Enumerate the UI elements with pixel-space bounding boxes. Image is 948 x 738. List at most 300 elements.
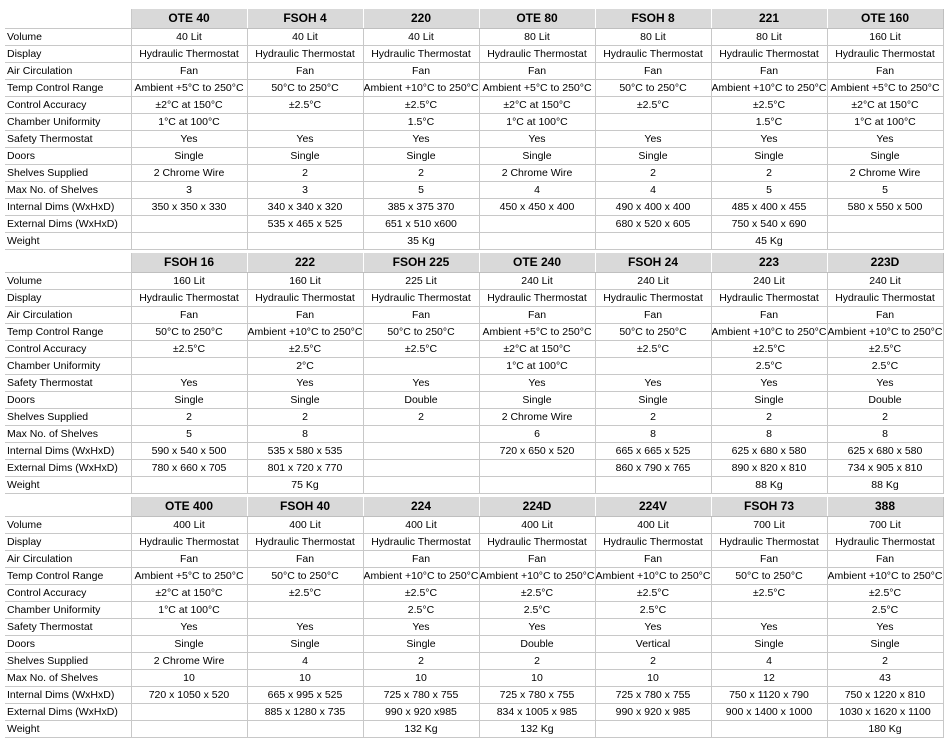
row-label: Control Accuracy (5, 585, 131, 602)
spec-cell (131, 704, 247, 721)
spec-cell: ±2°C at 150°C (131, 97, 247, 114)
spec-cell: Hydraulic Thermostat (711, 46, 827, 63)
spec-cell: 35 Kg (363, 233, 479, 250)
model-header-row (5, 497, 943, 517)
spec-row (5, 29, 943, 46)
spec-row (5, 517, 943, 534)
spec-table-3 (5, 497, 944, 738)
spec-cell: 8 (595, 426, 711, 443)
spec-cell: Hydraulic Thermostat (131, 46, 247, 63)
spec-cell: 2 (595, 653, 711, 670)
spec-cell: 385 x 375 370 (363, 199, 479, 216)
row-label: Control Accuracy (5, 341, 131, 358)
spec-table (5, 497, 944, 738)
row-label: Max No. of Shelves (5, 426, 131, 443)
spec-cell: 535 x 465 x 525 (247, 216, 363, 233)
model-name: OTE 80 (479, 9, 595, 29)
spec-cell: ±2.5°C (247, 341, 363, 358)
spec-cell: 680 x 520 x 605 (595, 216, 711, 233)
spec-cell: Fan (827, 307, 943, 324)
spec-cell: 50°C to 250°C (363, 324, 479, 341)
spec-cell: Hydraulic Thermostat (479, 534, 595, 551)
spec-cell: 5 (363, 182, 479, 199)
spec-cell (247, 233, 363, 250)
spec-row (5, 687, 943, 704)
spec-cell: Ambient +5°C to 250°C (131, 568, 247, 585)
spec-cell: Ambient +10°C to 250°C (711, 80, 827, 97)
spec-row (5, 324, 943, 341)
spec-cell: 725 x 780 x 755 (595, 687, 711, 704)
row-label: Doors (5, 148, 131, 165)
spec-cell (479, 460, 595, 477)
model-name: 224D (479, 497, 595, 517)
spec-cell: Fan (827, 551, 943, 568)
spec-cell: 990 x 920 x985 (363, 704, 479, 721)
spec-cell: Ambient +10°C to 250°C (711, 324, 827, 341)
spec-cell: Fan (711, 307, 827, 324)
spec-cell: Vertical (595, 636, 711, 653)
spec-cell: 225 Lit (363, 273, 479, 290)
spec-cell: Single (711, 392, 827, 409)
spec-cell: Yes (363, 619, 479, 636)
spec-cell: Fan (247, 551, 363, 568)
spec-cell: ±2.5°C (711, 97, 827, 114)
spec-cell: Single (595, 148, 711, 165)
spec-cell: Fan (363, 551, 479, 568)
model-name: OTE 40 (131, 9, 247, 29)
row-label: Air Circulation (5, 63, 131, 80)
spec-cell: 990 x 920 x 985 (595, 704, 711, 721)
spec-cell: ±2°C at 150°C (479, 97, 595, 114)
spec-cell: Hydraulic Thermostat (479, 290, 595, 307)
spec-cell: Fan (479, 551, 595, 568)
spec-cell: 180 Kg (827, 721, 943, 738)
spec-cell: 2 (595, 165, 711, 182)
spec-cell: Single (711, 636, 827, 653)
spec-cell: Fan (711, 551, 827, 568)
spec-cell: ±2.5°C (711, 585, 827, 602)
spec-cell: Hydraulic Thermostat (827, 46, 943, 63)
row-label: Temp Control Range (5, 568, 131, 585)
spec-cell: Fan (131, 307, 247, 324)
spec-cell: Fan (363, 63, 479, 80)
model-name: FSOH 40 (247, 497, 363, 517)
row-label: Volume (5, 29, 131, 46)
spec-cell: Yes (363, 131, 479, 148)
spec-cell: 720 x 1050 x 520 (131, 687, 247, 704)
model-name: FSOH 8 (595, 9, 711, 29)
row-label: Safety Thermostat (5, 131, 131, 148)
spec-cell: 400 Lit (595, 517, 711, 534)
spec-cell: Fan (827, 63, 943, 80)
spec-cell: Single (247, 148, 363, 165)
spec-cell: Yes (479, 375, 595, 392)
spec-cell: 2 (595, 409, 711, 426)
spec-cell: Hydraulic Thermostat (595, 290, 711, 307)
spec-cell: 400 Lit (247, 517, 363, 534)
spec-cell: 40 Lit (247, 29, 363, 46)
spec-cell: 2.5°C (363, 602, 479, 619)
model-name: FSOH 16 (131, 253, 247, 273)
spec-row (5, 653, 943, 670)
spec-cell: 240 Lit (711, 273, 827, 290)
spec-cell: 1030 x 1620 x 1100 (827, 704, 943, 721)
row-label: Control Accuracy (5, 97, 131, 114)
model-name: 224V (595, 497, 711, 517)
spec-row (5, 216, 943, 233)
row-label: Doors (5, 636, 131, 653)
spec-cell: Hydraulic Thermostat (827, 534, 943, 551)
spec-cell (595, 721, 711, 738)
spec-cell: Yes (595, 131, 711, 148)
spec-cell (131, 233, 247, 250)
spec-row (5, 375, 943, 392)
spec-cell: 400 Lit (131, 517, 247, 534)
spec-cell: 88 Kg (711, 477, 827, 494)
row-label: Max No. of Shelves (5, 670, 131, 687)
spec-cell: Fan (131, 63, 247, 80)
spec-cell: Ambient +5°C to 250°C (479, 80, 595, 97)
spec-cell: 75 Kg (247, 477, 363, 494)
spec-cell: 700 Lit (827, 517, 943, 534)
spec-cell: Yes (247, 619, 363, 636)
spec-cell: 2°C (247, 358, 363, 375)
spec-cell: 2 (711, 165, 827, 182)
spec-cell: Fan (711, 63, 827, 80)
spec-cell: ±2.5°C (595, 341, 711, 358)
spec-row (5, 182, 943, 199)
spec-cell: Yes (595, 375, 711, 392)
spec-cell: 720 x 650 x 520 (479, 443, 595, 460)
spec-table (5, 253, 944, 494)
header-corner (5, 253, 131, 273)
spec-cell: Yes (131, 131, 247, 148)
row-label: Air Circulation (5, 307, 131, 324)
spec-row (5, 460, 943, 477)
spec-cell: 665 x 665 x 525 (595, 443, 711, 460)
model-name: OTE 160 (827, 9, 943, 29)
spec-cell: 3 (131, 182, 247, 199)
spec-cell (247, 602, 363, 619)
spec-cell: 240 Lit (479, 273, 595, 290)
spec-cell: 240 Lit (595, 273, 711, 290)
spec-cell: Ambient +10°C to 250°C (827, 568, 943, 585)
spec-cell (247, 114, 363, 131)
spec-cell: 400 Lit (479, 517, 595, 534)
spec-cell: 2 (479, 653, 595, 670)
spec-cell: 2.5°C (827, 358, 943, 375)
spec-cell: Ambient +5°C to 250°C (131, 80, 247, 97)
spec-cell: 1.5°C (363, 114, 479, 131)
spec-cell (479, 216, 595, 233)
row-label: Temp Control Range (5, 324, 131, 341)
spec-cell (711, 602, 827, 619)
spec-cell: 8 (711, 426, 827, 443)
spec-cell: Single (595, 392, 711, 409)
spec-cell: 1°C at 100°C (131, 114, 247, 131)
spec-cell: Hydraulic Thermostat (711, 290, 827, 307)
spec-cell: Yes (711, 131, 827, 148)
spec-cell: Ambient +10°C to 250°C (479, 568, 595, 585)
spec-row (5, 290, 943, 307)
spec-cell: Hydraulic Thermostat (363, 46, 479, 63)
spec-cell: 750 x 1120 x 790 (711, 687, 827, 704)
spec-cell: Ambient +10°C to 250°C (363, 80, 479, 97)
row-label: Doors (5, 392, 131, 409)
spec-cell: 2.5°C (595, 602, 711, 619)
spec-row (5, 619, 943, 636)
spec-cell: ±2°C at 150°C (131, 585, 247, 602)
row-label: Display (5, 534, 131, 551)
spec-cell: Yes (247, 131, 363, 148)
spec-cell: 700 Lit (711, 517, 827, 534)
row-label: Volume (5, 517, 131, 534)
spec-cell: 40 Lit (131, 29, 247, 46)
row-label: Internal Dims (WxHxD) (5, 687, 131, 704)
spec-cell: Fan (131, 551, 247, 568)
spec-cell: 88 Kg (827, 477, 943, 494)
spec-cell: 160 Lit (827, 29, 943, 46)
row-label: Chamber Uniformity (5, 358, 131, 375)
spec-cell: ±2.5°C (131, 341, 247, 358)
row-label: Max No. of Shelves (5, 182, 131, 199)
spec-cell: 750 x 1220 x 810 (827, 687, 943, 704)
spec-cell: Fan (479, 307, 595, 324)
model-name: FSOH 24 (595, 253, 711, 273)
row-label: Safety Thermostat (5, 619, 131, 636)
spec-cell: Ambient +5°C to 250°C (479, 324, 595, 341)
row-label: Chamber Uniformity (5, 114, 131, 131)
spec-cell: Yes (711, 375, 827, 392)
spec-cell (247, 721, 363, 738)
row-label: Shelves Supplied (5, 409, 131, 426)
spec-row (5, 534, 943, 551)
spec-row (5, 704, 943, 721)
spec-cell: Single (363, 148, 479, 165)
spec-cell: Double (827, 392, 943, 409)
spec-cell: Ambient +10°C to 250°C (247, 324, 363, 341)
spec-cell: 1°C at 100°C (479, 114, 595, 131)
spec-cell: Hydraulic Thermostat (363, 534, 479, 551)
spec-cell: 160 Lit (131, 273, 247, 290)
spec-cell: 890 x 820 x 810 (711, 460, 827, 477)
spec-cell: 490 x 400 x 400 (595, 199, 711, 216)
spec-cell: Fan (363, 307, 479, 324)
spec-cell: 2 (827, 653, 943, 670)
model-name: 388 (827, 497, 943, 517)
spec-cell: 1°C at 100°C (827, 114, 943, 131)
spec-cell (595, 233, 711, 250)
model-name: 220 (363, 9, 479, 29)
spec-cell: Hydraulic Thermostat (247, 46, 363, 63)
spec-cell: 4 (595, 182, 711, 199)
model-name: FSOH 73 (711, 497, 827, 517)
row-label: Shelves Supplied (5, 653, 131, 670)
spec-cell: Ambient +10°C to 250°C (363, 568, 479, 585)
spec-cell: Hydraulic Thermostat (711, 534, 827, 551)
spec-cell: 2 (363, 165, 479, 182)
spec-cell: Hydraulic Thermostat (247, 534, 363, 551)
spec-cell: 10 (479, 670, 595, 687)
spec-cell: Hydraulic Thermostat (595, 534, 711, 551)
spec-row (5, 477, 943, 494)
spec-row (5, 46, 943, 63)
spec-row (5, 148, 943, 165)
spec-cell (827, 233, 943, 250)
spec-cell: ±2.5°C (827, 341, 943, 358)
spec-cell: Fan (595, 551, 711, 568)
spec-cell: 50°C to 250°C (131, 324, 247, 341)
row-label: Display (5, 46, 131, 63)
spec-cell (131, 721, 247, 738)
row-label: Weight (5, 233, 131, 250)
spec-cell: 80 Lit (479, 29, 595, 46)
spec-cell: ±2.5°C (247, 585, 363, 602)
spec-cell: ±2.5°C (247, 97, 363, 114)
spec-cell (131, 216, 247, 233)
spec-cell: Yes (363, 375, 479, 392)
spec-cell: Fan (479, 63, 595, 80)
spec-row (5, 568, 943, 585)
spec-cell: 12 (711, 670, 827, 687)
spec-cell: 5 (711, 182, 827, 199)
model-header-row (5, 253, 943, 273)
spec-row (5, 63, 943, 80)
header-corner (5, 497, 131, 517)
spec-cell: Yes (247, 375, 363, 392)
spec-row (5, 341, 943, 358)
spec-row (5, 670, 943, 687)
spec-cell: ±2°C at 150°C (479, 341, 595, 358)
spec-row (5, 602, 943, 619)
model-name: 223D (827, 253, 943, 273)
spec-cell (363, 426, 479, 443)
spec-cell: Fan (247, 307, 363, 324)
spec-cell (479, 477, 595, 494)
row-label: Chamber Uniformity (5, 602, 131, 619)
spec-cell: Hydraulic Thermostat (131, 534, 247, 551)
spec-cell: 2 Chrome Wire (827, 165, 943, 182)
spec-cell: 5 (131, 426, 247, 443)
spec-cell: Single (247, 636, 363, 653)
spec-cell: 40 Lit (363, 29, 479, 46)
spec-cell: 132 Kg (479, 721, 595, 738)
spec-cell: Fan (595, 63, 711, 80)
spec-cell: 885 x 1280 x 735 (247, 704, 363, 721)
spec-cell: 580 x 550 x 500 (827, 199, 943, 216)
spec-row (5, 199, 943, 216)
spec-cell: Single (247, 392, 363, 409)
model-name: 224 (363, 497, 479, 517)
row-label: Safety Thermostat (5, 375, 131, 392)
spec-cell: 80 Lit (595, 29, 711, 46)
row-label: External Dims (WxHxD) (5, 460, 131, 477)
spec-row (5, 409, 943, 426)
spec-cell (131, 477, 247, 494)
spec-cell: 4 (479, 182, 595, 199)
spec-row (5, 721, 943, 738)
spec-row (5, 165, 943, 182)
spec-cell: 6 (479, 426, 595, 443)
spec-cell: 8 (247, 426, 363, 443)
spec-cell: 1.5°C (711, 114, 827, 131)
spec-cell (363, 460, 479, 477)
spec-cell: Hydraulic Thermostat (595, 46, 711, 63)
spec-cell: 860 x 790 x 765 (595, 460, 711, 477)
spec-cell (827, 216, 943, 233)
spec-cell: 45 Kg (711, 233, 827, 250)
row-label: Weight (5, 721, 131, 738)
spec-row (5, 636, 943, 653)
spec-cell: 50°C to 250°C (595, 324, 711, 341)
spec-cell: 80 Lit (711, 29, 827, 46)
spec-cell: 400 Lit (363, 517, 479, 534)
spec-cell: 50°C to 250°C (247, 568, 363, 585)
spec-cell: Ambient +10°C to 250°C (595, 568, 711, 585)
spec-cell (595, 358, 711, 375)
spec-cell: Double (479, 636, 595, 653)
row-label: Shelves Supplied (5, 165, 131, 182)
spec-cell: 2 (363, 409, 479, 426)
model-name: FSOH 4 (247, 9, 363, 29)
spec-cell: 132 Kg (363, 721, 479, 738)
model-name: OTE 240 (479, 253, 595, 273)
spec-cell: 2 Chrome Wire (131, 653, 247, 670)
spec-row (5, 80, 943, 97)
spec-cell: Single (363, 636, 479, 653)
spec-cell: 725 x 780 x 755 (363, 687, 479, 704)
spec-cell: 1°C at 100°C (479, 358, 595, 375)
row-label: Weight (5, 477, 131, 494)
spec-row (5, 443, 943, 460)
spec-cell: 50°C to 250°C (247, 80, 363, 97)
spec-cell: 2 Chrome Wire (479, 409, 595, 426)
spec-cell: Single (479, 148, 595, 165)
spec-row (5, 585, 943, 602)
spec-cell (595, 477, 711, 494)
spec-cell: ±2.5°C (827, 585, 943, 602)
spec-cell: Yes (827, 375, 943, 392)
spec-cell: 2 Chrome Wire (131, 165, 247, 182)
spec-cell (711, 721, 827, 738)
spec-cell: Yes (479, 619, 595, 636)
spec-cell: ±2.5°C (595, 97, 711, 114)
model-name: 222 (247, 253, 363, 273)
spec-cell: 780 x 660 x 705 (131, 460, 247, 477)
spec-cell: 750 x 540 x 690 (711, 216, 827, 233)
spec-cell (363, 358, 479, 375)
spec-cell: Yes (131, 619, 247, 636)
spec-cell: Yes (711, 619, 827, 636)
header-corner (5, 9, 131, 29)
spec-cell: 2 Chrome Wire (479, 165, 595, 182)
spec-cell: 240 Lit (827, 273, 943, 290)
spec-cell: Single (131, 392, 247, 409)
spec-cell: Fan (247, 63, 363, 80)
spec-row (5, 233, 943, 250)
spec-cell: 900 x 1400 x 1000 (711, 704, 827, 721)
row-label: External Dims (WxHxD) (5, 704, 131, 721)
spec-cell: 43 (827, 670, 943, 687)
model-name: OTE 400 (131, 497, 247, 517)
spec-row (5, 131, 943, 148)
spec-cell: Single (131, 148, 247, 165)
spec-cell (595, 114, 711, 131)
spec-cell: ±2.5°C (363, 341, 479, 358)
spec-cell: Single (827, 148, 943, 165)
row-label: Volume (5, 273, 131, 290)
spec-cell: 50°C to 250°C (595, 80, 711, 97)
